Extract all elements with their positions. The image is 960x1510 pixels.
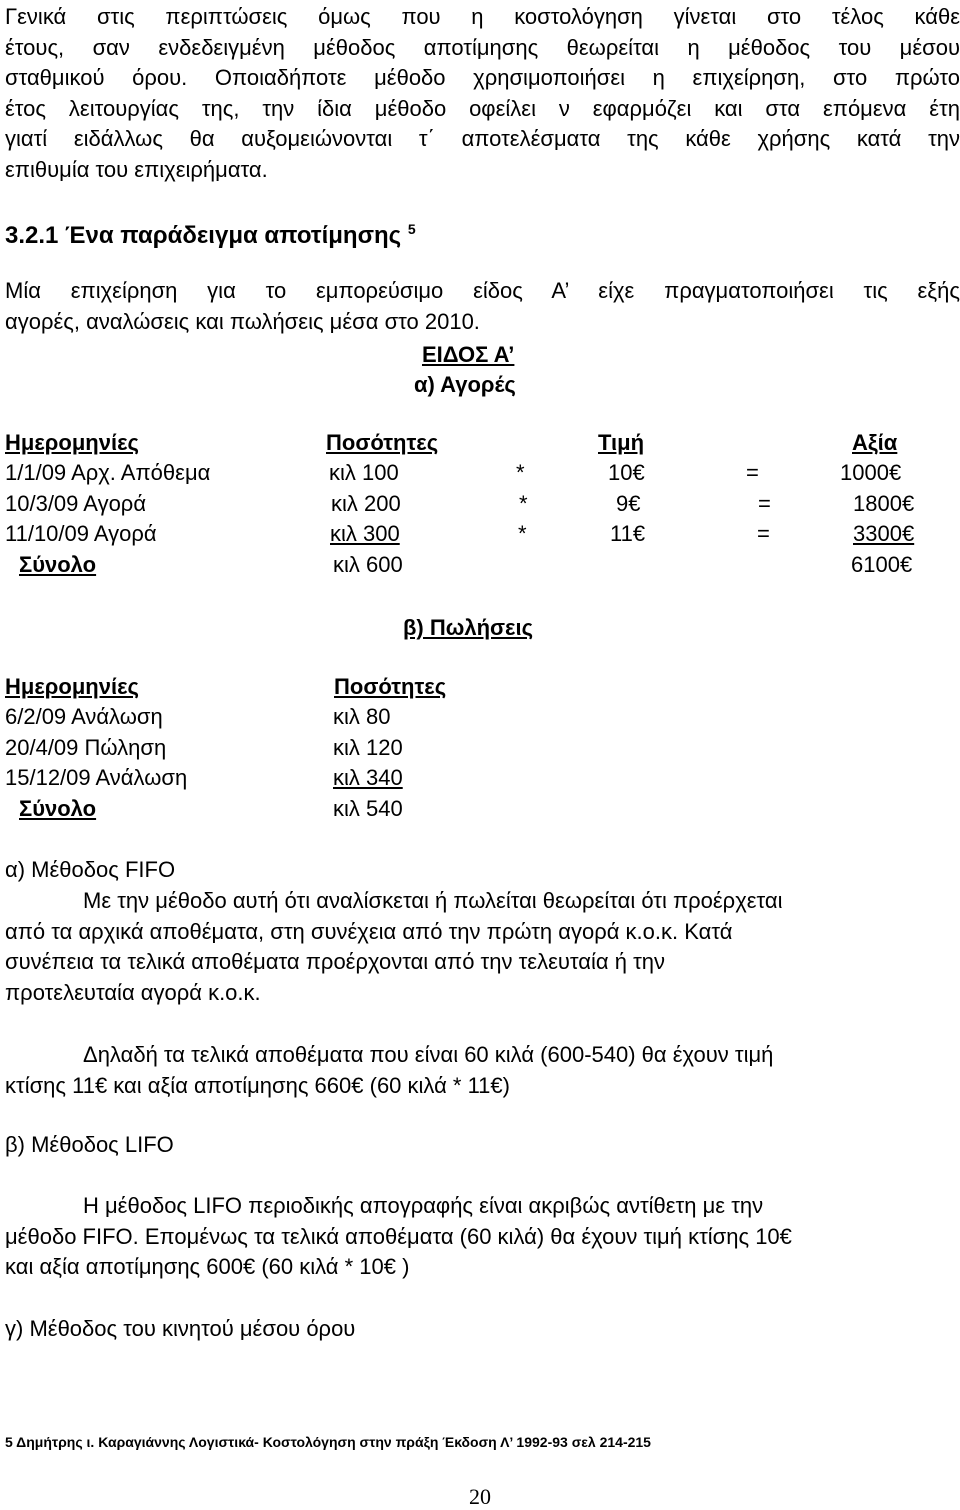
- row-value: 3300€: [853, 521, 915, 546]
- moving-average-title: γ) Μέθοδος του κινητού μέσου όρου: [5, 1316, 356, 1341]
- row-multiply: *: [519, 491, 528, 516]
- total-qty: κιλ 600: [333, 552, 403, 577]
- lifo-paragraph: [5, 1191, 960, 1283]
- intro-paragraph: [5, 2, 960, 186]
- intro-line: γιατί ειδάλλως θα αυξομειώνονται τ΄ αποτελέσματα της κάθε χρήσης κατά την: [5, 126, 960, 152]
- row-value: 1800€: [853, 491, 915, 516]
- row-qty: κιλ 100: [329, 460, 399, 485]
- total-label: Σύνολο: [19, 552, 97, 577]
- row-price: 10€: [608, 460, 645, 485]
- example-line: αγορές, αναλώσεις και πωλήσεις μέσα στο 2010.: [5, 308, 480, 334]
- purchases-title: α) Αγορές: [414, 372, 516, 397]
- fifo-paragraph: [5, 886, 960, 1008]
- row-date: 6/2/09 Ανάλωση: [5, 704, 163, 729]
- intro-line: επιθυμία του επιχειρήματα.: [5, 156, 268, 182]
- example-paragraph: [5, 276, 960, 337]
- row-qty: κιλ 200: [331, 491, 401, 516]
- intro-line: Γενικά στις περιπτώσεις όμως που η κοστολόγηση γίνεται στο τέλος κάθε: [5, 4, 960, 29]
- sales-title: β) Πωλήσεις: [403, 615, 534, 640]
- row-multiply: *: [516, 460, 525, 485]
- lifo-line: μέθοδο FIFO. Επομένως τα τελικά αποθέματα (60 κιλά) θα έχουν τιμή κτίσης 10€: [5, 1223, 792, 1249]
- header-dates: Ημερομηνίες: [5, 430, 139, 455]
- header-dates: Ημερομηνίες: [5, 674, 139, 699]
- intro-line: έτος λειτουργίας της, την ίδια μέθοδο οφείλει ν εφαρμόζει και στα επόμενα έτη: [5, 95, 960, 121]
- row-value: 1000€: [840, 460, 902, 485]
- fifo-line: προτελευταία αγορά κ.ο.κ.: [5, 979, 261, 1005]
- lifo-line: και αξία αποτίμησης 600€ (60 κιλά * 10€ ): [5, 1254, 410, 1280]
- total-qty: κιλ 540: [333, 796, 403, 821]
- row-equals: =: [757, 521, 770, 546]
- row-date: 1/1/09 Αρχ. Απόθεμα: [5, 460, 211, 485]
- fifo-line: Με την μέθοδο αυτή ότι αναλίσκεται ή πωλείται θεωρείται ότι προέρχεται: [83, 888, 783, 913]
- page-number: 20: [469, 1484, 491, 1509]
- fifo-result-line: Δηλαδή τα τελικά αποθέματα που είναι 60 κιλά (600-540) θα έχουν τιμή: [83, 1042, 774, 1067]
- item-title: ΕΙΔΟΣ Α’: [422, 342, 515, 367]
- header-qty: Ποσότητες: [326, 430, 439, 455]
- row-multiply: *: [518, 521, 527, 546]
- fifo-line: από τα αρχικά αποθέματα, στη συνέχεια από την πρώτη αγορά κ.ο.κ. Κατά: [5, 918, 733, 944]
- row-qty: κιλ 340: [333, 765, 403, 790]
- row-equals: =: [746, 460, 759, 485]
- fifo-title: α) Μέθοδος FIFO: [5, 857, 176, 882]
- total-value: 6100€: [851, 552, 913, 577]
- section-heading: [5, 214, 416, 251]
- footnote: 5 Δημήτρης ι. Καραγιάννης Λογιστικά- Κοστολόγηση στην πράξη Έκδοση Λ’ 1992-93 σελ 214-215: [5, 1434, 651, 1450]
- fifo-result-paragraph: [5, 1040, 960, 1101]
- header-value: Αξία: [852, 430, 898, 455]
- row-qty: κιλ 120: [333, 735, 403, 760]
- total-label: Σύνολο: [19, 796, 97, 821]
- row-price: 9€: [616, 491, 641, 516]
- row-price: 11€: [610, 521, 646, 546]
- header-price: Τιμή: [598, 430, 645, 455]
- fifo-result-line: κτίσης 11€ και αξία αποτίμησης 660€ (60 κιλά * 11€): [5, 1072, 510, 1098]
- intro-line: έτους, σαν ενδεδειγμένη μέθοδος αποτίμησης θεωρείται η μέθοδος του μέσου: [5, 34, 960, 60]
- row-equals: =: [758, 491, 771, 516]
- fifo-line: συνέπεια τα τελικά αποθέματα προέρχονται από την τελευταία ή την: [5, 949, 665, 975]
- row-date: 15/12/09 Ανάλωση: [5, 765, 188, 790]
- header-qty: Ποσότητες: [334, 674, 447, 699]
- row-qty: κιλ 80: [333, 704, 391, 729]
- example-line: Μία επιχείρηση για το εμπορεύσιμο είδος Α’ είχε πραγματοποιήσει τις εξής: [5, 278, 960, 303]
- row-qty: κιλ 300: [330, 521, 400, 546]
- lifo-line: Η μέθοδος LIFO περιοδικής απογραφής είναι ακριβώς αντίθετη με την: [83, 1193, 764, 1218]
- row-date: 10/3/09 Αγορά: [5, 491, 147, 516]
- section-title: 3.2.1 Ένα παράδειγμα αποτίμησης: [5, 222, 402, 249]
- footnote-ref: 5: [407, 221, 416, 237]
- row-date: 20/4/09 Πώληση: [5, 735, 167, 760]
- intro-line: σταθμικού όρου. Οποιαδήποτε μέθοδο χρησιμοποιήσει η επιχείρηση, στο πρώτο: [5, 65, 960, 91]
- lifo-title: β) Μέθοδος LIFO: [5, 1132, 174, 1157]
- row-date: 11/10/09 Αγορά: [5, 521, 157, 546]
